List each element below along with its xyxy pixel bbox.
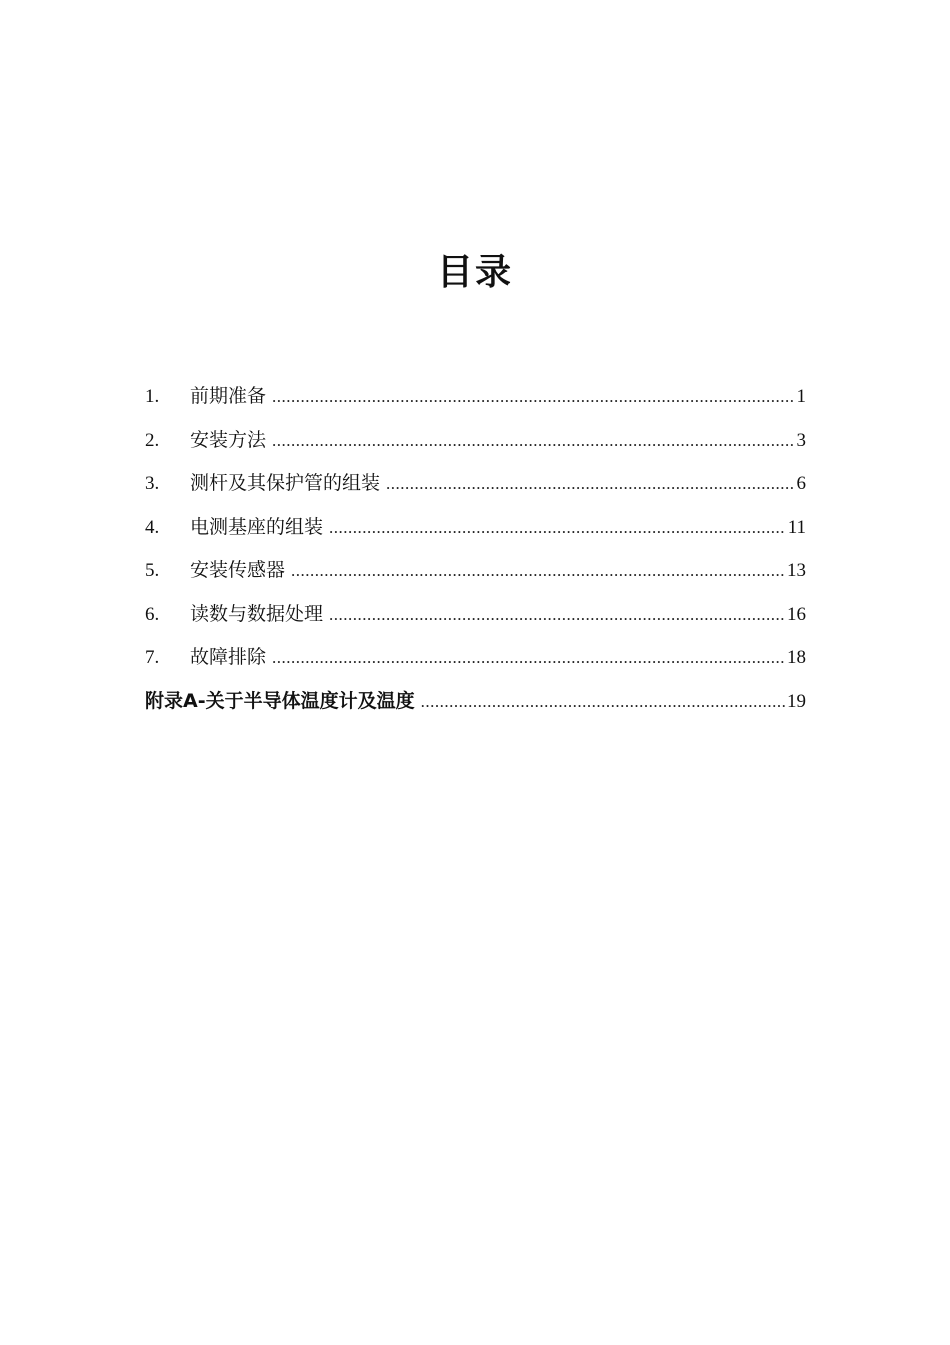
toc-entry-number: 7. — [145, 647, 160, 668]
toc-entry-title: 安装方法 — [190, 428, 267, 451]
toc-entry-number: 4. — [145, 516, 160, 538]
toc-dot-leader — [272, 644, 785, 672]
toc-dot-leader — [272, 427, 794, 455]
toc-entry-page: 18 — [787, 647, 806, 668]
toc-entry-title: 读数与数据处理 — [190, 602, 324, 625]
table-of-contents — [145, 382, 806, 730]
toc-entry-number: 3. — [145, 473, 160, 494]
toc-entry-4[interactable] — [145, 513, 806, 557]
toc-dot-leader — [291, 557, 785, 585]
toc-dot-leader — [421, 688, 785, 716]
toc-entry-number: 1. — [145, 386, 160, 407]
toc-entry-appendix-a[interactable] — [145, 687, 806, 731]
toc-entry-number: 2. — [145, 429, 160, 451]
page-title: 目录 — [436, 252, 513, 293]
toc-entry-page: 13 — [787, 560, 806, 581]
toc-entry-page: 6 — [796, 473, 806, 494]
toc-entry-title: 前期准备 — [190, 385, 267, 407]
toc-entry-title: 测杆及其保护管的组装 — [190, 472, 381, 494]
toc-entry-7[interactable] — [145, 643, 806, 687]
toc-entry-title: 附录A-关于半导体温度计及温度 — [145, 689, 415, 712]
toc-entry-page: 1 — [796, 386, 806, 407]
toc-entry-1[interactable] — [145, 382, 806, 426]
toc-dot-leader — [272, 383, 794, 411]
toc-dot-leader — [386, 470, 794, 498]
toc-entry-5[interactable] — [145, 556, 806, 600]
toc-entry-page: 16 — [787, 603, 806, 625]
toc-entry-title: 安装传感器 — [190, 559, 286, 581]
toc-entry-3[interactable] — [145, 469, 806, 513]
toc-entry-2[interactable] — [145, 426, 806, 470]
toc-entry-number: 5. — [145, 560, 160, 581]
toc-entry-page: 11 — [787, 516, 806, 538]
toc-entry-page: 19 — [787, 690, 806, 712]
toc-dot-leader — [329, 601, 785, 629]
toc-dot-leader — [329, 514, 786, 542]
toc-entry-number: 6. — [145, 603, 160, 625]
toc-entry-title: 故障排除 — [190, 646, 267, 668]
toc-entry-page: 3 — [796, 429, 806, 451]
toc-entry-title: 电测基座的组装 — [190, 515, 324, 538]
toc-entry-6[interactable] — [145, 600, 806, 644]
